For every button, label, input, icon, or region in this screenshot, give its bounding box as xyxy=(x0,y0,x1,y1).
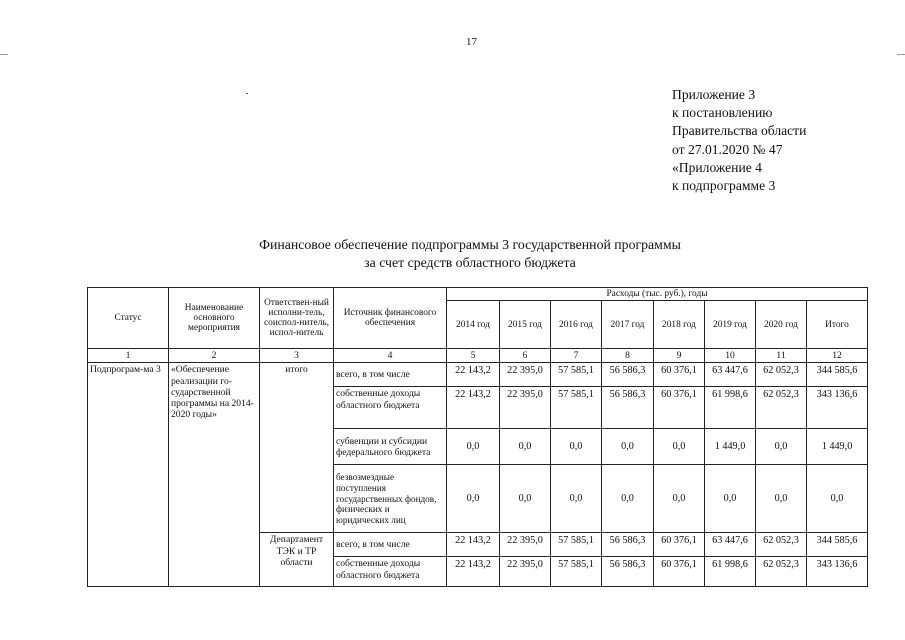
value-cell: 343 136,6 xyxy=(807,557,868,587)
header-total: Итого xyxy=(807,301,868,349)
header-year: 2020 год xyxy=(756,301,807,349)
appendix-line: Приложение 3 xyxy=(672,87,756,102)
header-year: 2018 год xyxy=(654,301,705,349)
value-cell: 0,0 xyxy=(705,465,756,533)
value-cell: 0,0 xyxy=(500,465,551,533)
executor-total-cell: итого xyxy=(260,363,334,533)
value-cell: 56 586,3 xyxy=(602,363,654,387)
value-cell: 62 052,3 xyxy=(756,363,807,387)
header-year: 2019 год xyxy=(705,301,756,349)
column-number: 7 xyxy=(551,349,602,363)
value-cell: 22 143,2 xyxy=(447,557,500,587)
column-number: 2 xyxy=(169,349,260,363)
fold-mark-left xyxy=(0,54,8,55)
value-cell: 0,0 xyxy=(500,429,551,465)
value-cell: 60 376,1 xyxy=(654,387,705,429)
value-cell: 344 585,6 xyxy=(807,363,868,387)
column-number: 5 xyxy=(447,349,500,363)
value-cell: 62 052,3 xyxy=(756,387,807,429)
value-cell: 57 585,1 xyxy=(551,387,602,429)
value-cell: 57 585,1 xyxy=(551,557,602,587)
value-cell: 62 052,3 xyxy=(756,533,807,557)
value-cell: 61 998,6 xyxy=(705,557,756,587)
value-cell: 0,0 xyxy=(654,429,705,465)
scan-speck xyxy=(246,93,248,94)
header-executor: Ответствен-ный исполни-тель, соиспол-нитель, испол-нитель xyxy=(260,288,334,349)
column-number: 3 xyxy=(260,349,334,363)
financing-table xyxy=(87,287,868,587)
page-number: 17 xyxy=(466,36,477,48)
value-cell: 22 395,0 xyxy=(500,557,551,587)
header-expenses: Расходы (тыс. руб.), годы xyxy=(447,288,868,301)
value-cell: 63 447,6 xyxy=(705,533,756,557)
appendix-line: «Приложение 4 xyxy=(672,159,762,175)
value-cell: 22 395,0 xyxy=(500,533,551,557)
header-activity: Наименование основного мероприятия xyxy=(169,288,260,349)
source-cell: субвенции и субсидии федерального бюджета xyxy=(334,429,447,465)
appendix-block xyxy=(672,86,806,195)
value-cell: 56 586,3 xyxy=(602,533,654,557)
value-cell: 61 998,6 xyxy=(705,387,756,429)
source-cell: всего, в том числе xyxy=(334,533,447,557)
value-cell: 0,0 xyxy=(447,429,500,465)
source-cell: собственные доходы областного бюджета xyxy=(334,557,447,587)
value-cell: 343 136,6 xyxy=(807,387,868,429)
column-number: 9 xyxy=(654,349,705,363)
value-cell: 57 585,1 xyxy=(551,363,602,387)
header-source: Источник финансового обеспечения xyxy=(334,288,447,349)
value-cell: 0,0 xyxy=(551,465,602,533)
document-title xyxy=(205,236,735,271)
value-cell: 22 143,2 xyxy=(447,533,500,557)
value-cell: 60 376,1 xyxy=(654,533,705,557)
value-cell: 0,0 xyxy=(756,465,807,533)
value-cell: 22 143,2 xyxy=(447,387,500,429)
source-cell: всего, в том числе xyxy=(334,363,447,387)
status-cell: Подпрограм-ма 3 xyxy=(88,363,169,587)
header-status: Статус xyxy=(88,288,169,349)
column-number: 4 xyxy=(334,349,447,363)
value-cell: 344 585,6 xyxy=(807,533,868,557)
value-cell: 0,0 xyxy=(807,465,868,533)
column-number: 6 xyxy=(500,349,551,363)
appendix-line: к подпрограмме 3 xyxy=(672,178,776,194)
column-number: 10 xyxy=(705,349,756,363)
value-cell: 0,0 xyxy=(654,465,705,533)
value-cell: 22 395,0 xyxy=(500,387,551,429)
value-cell: 1 449,0 xyxy=(807,429,868,465)
executor-dept-cell: Департамент ТЭК и ТР области xyxy=(260,533,334,587)
title-line-1: Финансовое обеспечение подпрограммы 3 государственной программы xyxy=(259,237,681,252)
value-cell: 0,0 xyxy=(602,429,654,465)
column-number: 12 xyxy=(807,349,868,363)
value-cell: 22 395,0 xyxy=(500,363,551,387)
value-cell: 0,0 xyxy=(756,429,807,465)
appendix-line: к постановлению xyxy=(672,105,773,121)
fold-mark-right xyxy=(897,54,905,55)
value-cell: 0,0 xyxy=(447,465,500,533)
value-cell: 22 143,2 xyxy=(447,363,500,387)
value-cell: 60 376,1 xyxy=(654,363,705,387)
value-cell: 56 586,3 xyxy=(602,387,654,429)
value-cell: 0,0 xyxy=(551,429,602,465)
value-cell: 1 449,0 xyxy=(705,429,756,465)
value-cell: 60 376,1 xyxy=(654,557,705,587)
value-cell: 0,0 xyxy=(602,465,654,533)
title-line-2: за счет средств областного бюджета xyxy=(364,254,576,270)
header-year: 2016 год xyxy=(551,301,602,349)
value-cell: 57 585,1 xyxy=(551,533,602,557)
column-number: 8 xyxy=(602,349,654,363)
value-cell: 62 052,3 xyxy=(756,557,807,587)
activity-cell: «Обеспечение реализации го-сударственной программы на 2014-2020 годы» xyxy=(169,363,260,587)
appendix-line: Правительства области xyxy=(672,123,807,139)
column-number: 1 xyxy=(88,349,169,363)
source-cell: безвозмездные поступления государственных фондов, физических и юридических лиц xyxy=(334,465,447,533)
header-year: 2015 год xyxy=(500,301,551,349)
source-cell: собственные доходы областного бюджета xyxy=(334,387,447,429)
value-cell: 63 447,6 xyxy=(705,363,756,387)
header-year: 2017 год xyxy=(602,301,654,349)
value-cell: 56 586,3 xyxy=(602,557,654,587)
appendix-line: от 27.01.2020 № 47 xyxy=(672,141,783,157)
header-year: 2014 год xyxy=(447,301,500,349)
column-number: 11 xyxy=(756,349,807,363)
